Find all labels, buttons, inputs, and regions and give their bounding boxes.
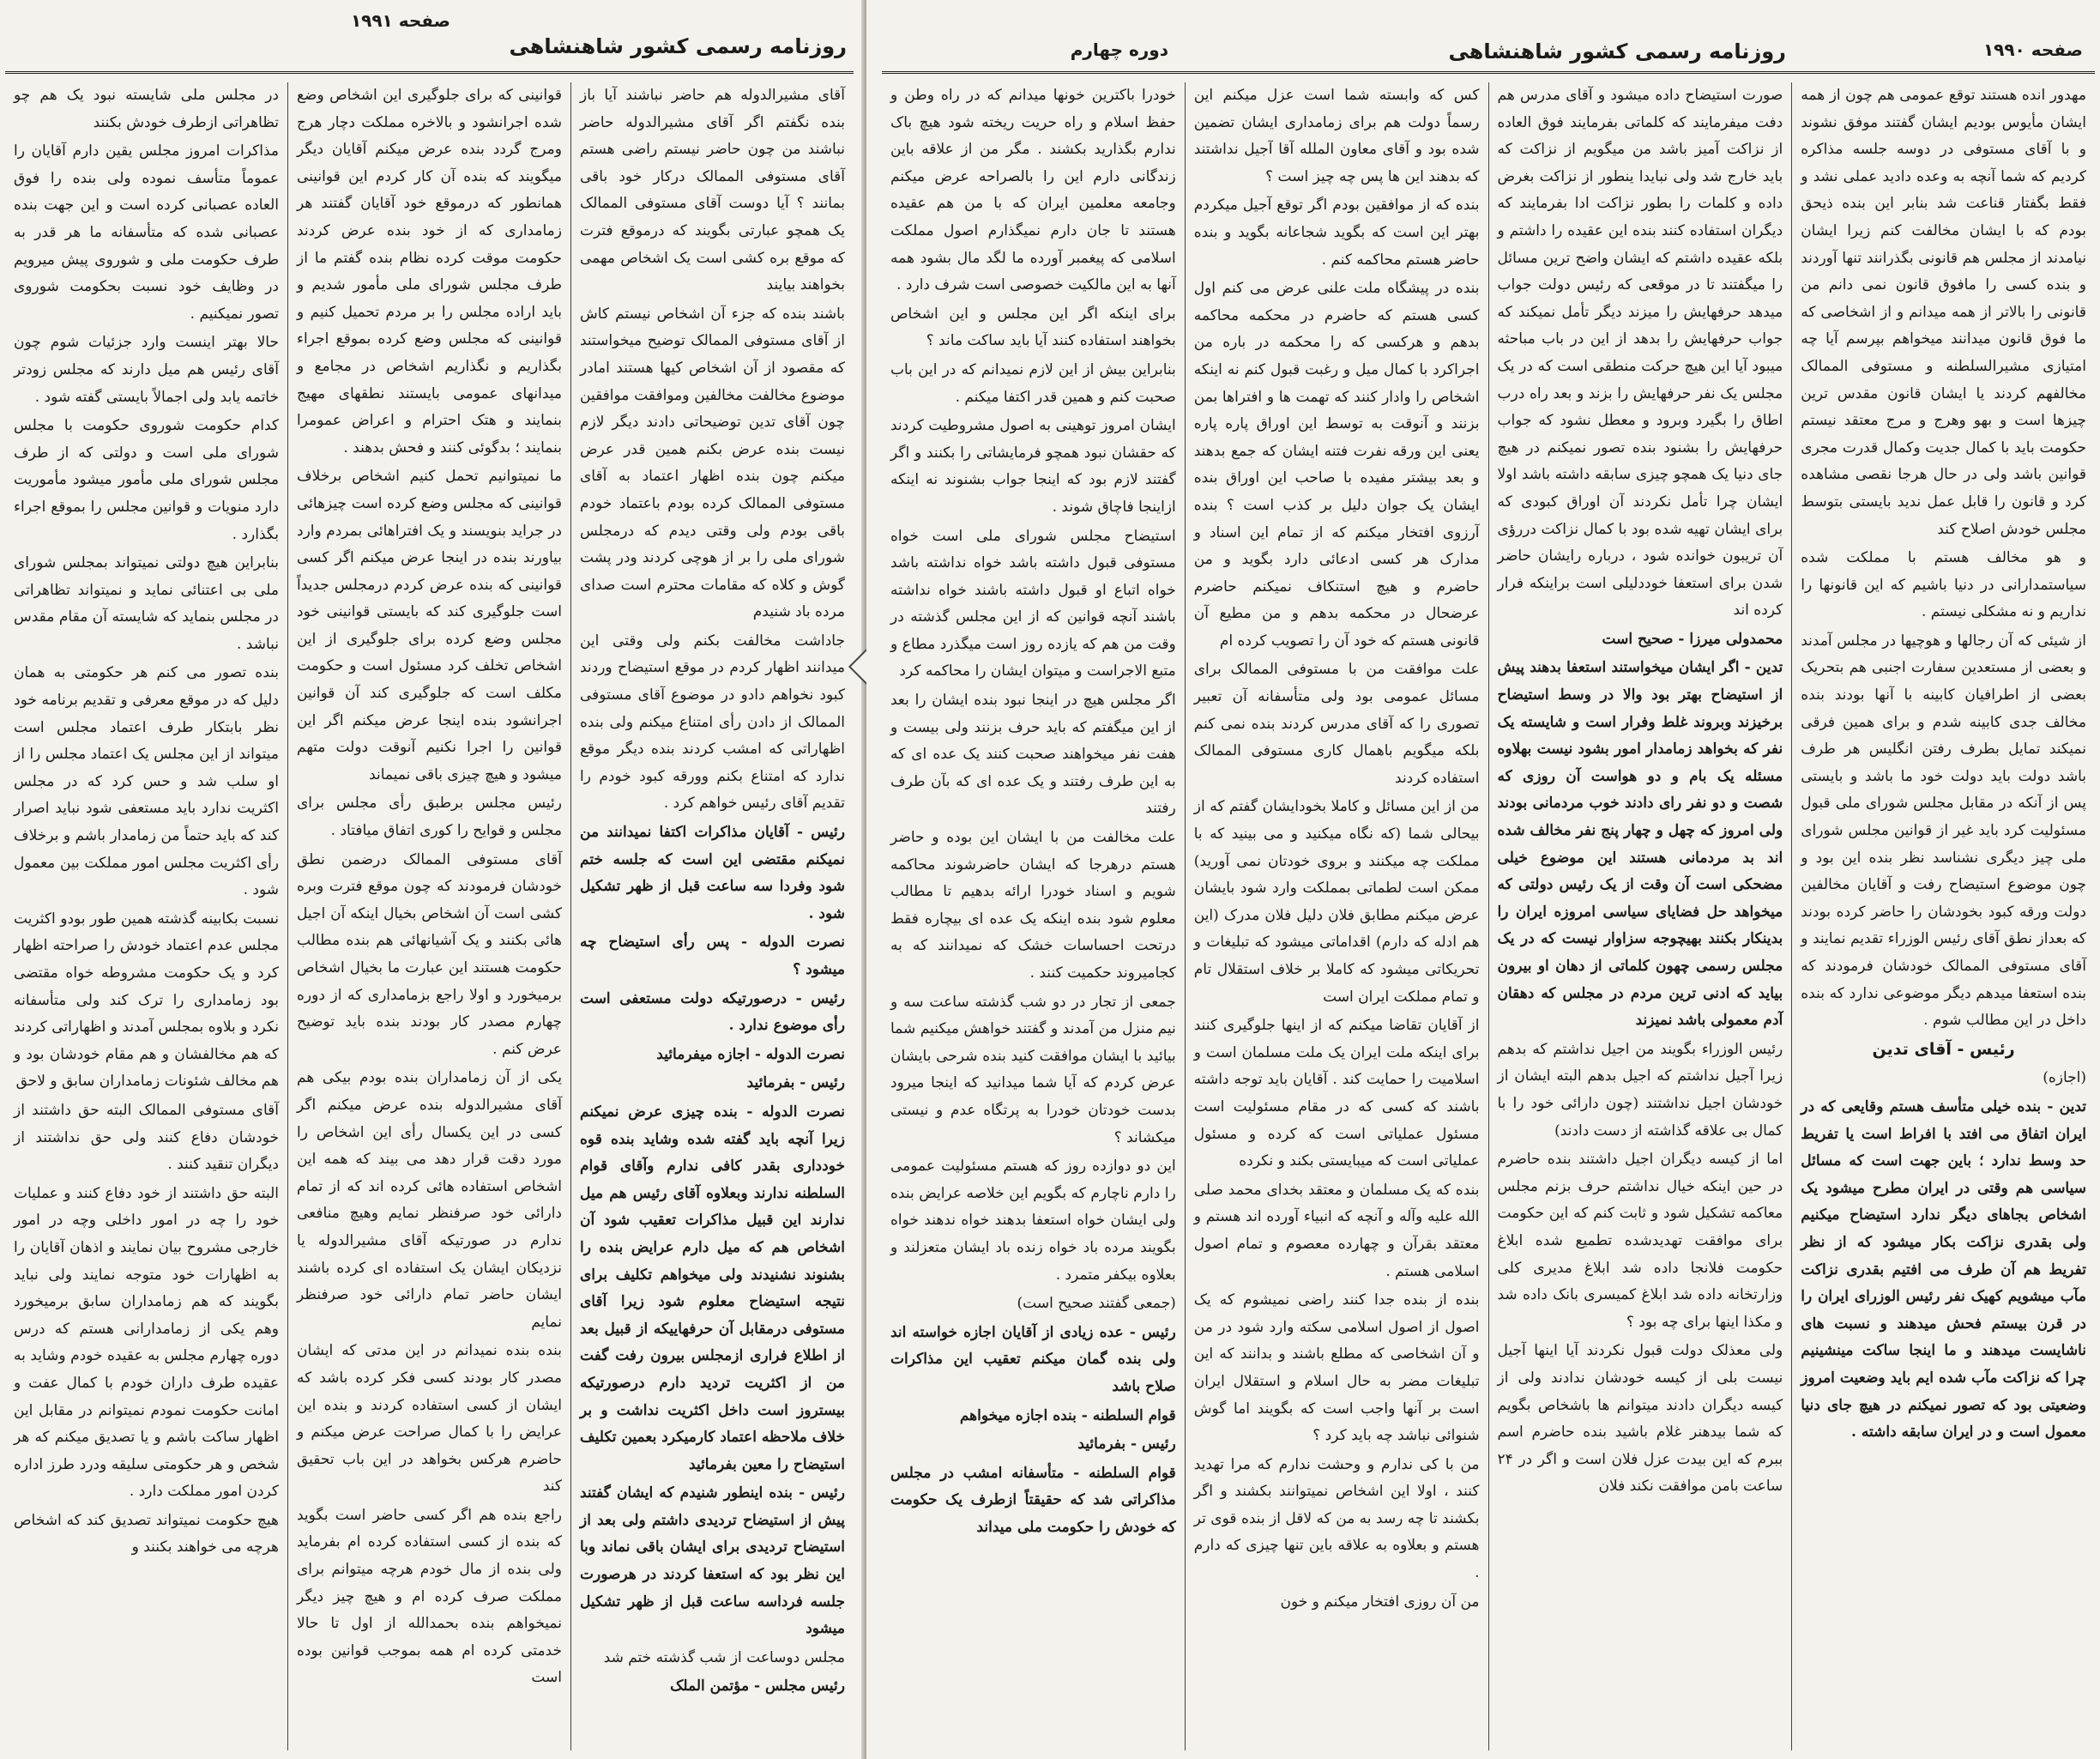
paragraph: نسبت بکابینه گذشته همین طور بودو اکثریت مجلس عدم اعتماد خودش را صراحته اظهار کرد و یک حکومت مشروطه خواه مقتضی بود زمامداری را ترک کند ولی متأسفانه نکرد و بلاوه بمجلس آمدند و اظهاراتی کردند که هم مخالفشان و هم مقام خودشان بود و هم مخالف شئونات زمامداران سابق و لاحق bbox=[14, 910, 279, 1091]
right-col-4 bbox=[882, 82, 1185, 1750]
paragraph: ما نمیتوانیم تحمل کنیم اشخاص برخلاف قوانینی که مجلس وضع کرده است چیزهائی در جراید بنویسند و یک افتراهائی بمردم وارد بیاورند بنده در اینجا عرض میکنم اگر کسی قوانینی که بنده عرض کردم درمجلس جدیداً است جلوگیری کند که بایستی قوانینی خود مجلس وضع کرده برای جلوگیری از این اشخاص تخلف کرد مسئول است و حکومت مکلف است که جلوگیری کند آن قوانین اجرانشود بنده اینجا عرض میکنم اگر این قوانین را اجرا نکنیم آنوقت دولت متهم میشود و هیچ چیزی باقی نمیماند bbox=[297, 468, 562, 783]
paragraph: حالا بهتر اینست وارد جزئیات شوم چون آقای رئیس هم میل دارند که مجلس زودتر خاتمه یابد ولی اجمالاً بایستی گفته شود . bbox=[14, 334, 279, 406]
paragraph: راجع بنده هم اگر کسی حاضر است بگوید که بنده از کسی استفاده کرده ام بفرماید ولی بنده از مال خودم هرچه میتوانم برای مملکت صرف کرده ام و هیچ چیز دیگر نمیخواهم بنده بحمدالله از اول تا حالا خدمتی کرده ام همه بموجب قوانین بوده است bbox=[297, 1506, 562, 1687]
speaker-paragraph: نصرت الدوله - پس رأی استیضاح چه میشود ؟ bbox=[580, 934, 845, 978]
paragraph: کدام حکومت شوروی حکومت با مجلس شورای ملی است و دولتی که از طرف مجلس شورای ملی مأمور میشود مأموریت دارد منویات و قوانین مجلس را بموقع اجراء بگذارد . bbox=[14, 417, 279, 543]
speaker-paragraph: محمدولی میرزا - صحیح است bbox=[1602, 630, 1783, 648]
speaker-paragraph: قوام السلطنه - بنده اجازه میخواهم bbox=[959, 1406, 1176, 1424]
paragraph: بنابراین هیچ دولتی نمیتواند بمجلس شورای ملی بی اعتنائی نماید و نمیتواند تظاهراتی در مجلس بنماید که شایسته آن مقام مقدس نباشد . bbox=[14, 554, 279, 653]
speaker-paragraph: رئیس مجلس - مؤتمن الملک bbox=[670, 1677, 845, 1696]
speaker-paragraph: رئیس - بفرمائید bbox=[1077, 1436, 1176, 1454]
paragraph: جمعی از تجار در دو شب گذشته ساعت سه و نیم منزل من آمدند و گفتند خواهش میکنیم شما بیائید با ایشان موافقت کنید بنده شرحی بایشان عرض کردم که آیا شما میدانید که اینجا میرود بدست خودتان خودرا به پرتگاه عدم و نیستی میکشاند ؟ bbox=[890, 993, 1176, 1146]
speaker-paragraph: رئیس - آقایان مذاکرات اکتفا نمیدانند من نمیکنم مقتضی این است که جلسه ختم شود وفردا سه ساعت قبل از ظهر تشکیل شود . bbox=[580, 824, 845, 922]
right-col-2 bbox=[1488, 82, 1792, 1750]
right-page-header bbox=[882, 5, 2095, 74]
paragraph: بنده از بنده جدا کنند راضی نمیشوم که یک اصول از اصول اسلامی سکته وارد شود در من و آن اشخاصی که مطلع باشند و بدانند که این تبلیغات مضر به حال اسلام و استقلال ایران است بر آنها واجب است که بگویند اما گوش شنوائی نباشد چه باید کرد ؟ bbox=[1193, 1291, 1480, 1445]
section-heading: رئیس - آقای تدین bbox=[1872, 1039, 2015, 1059]
paragraph: ولی معذلک دولت قبول نکردند آیا اینها آجیل نیست بلی از کیسه خودشان ندادند ولی از کیسه دیگران دادند میتوانم ها باشخاص بگویم که شما بیدهنر غلام باشید بنده حاضرم اسم ببرم که این بیدت عزل فلان است و اگر در ۲۴ ساعت بامن موافقت نکند فلان bbox=[1497, 1342, 1783, 1496]
paragraph: قوانینی که برای جلوگیری این اشخاص وضع شده اجرانشود و بالاخره مملکت دچار هرج ومرج گردد بنده عرض میکنم آقایان دیگر میگویند که بنده آن کار کردم این قوانینی همانطور که درموقع خود آقایان گفتند هر زمامداری که از خود بنده عرض کردند حکومت موقت کرده نظام بنده گفتم ما از طرف مجلس شورای ملی مأمور شدیم و باید اراده مجلس را بر مردم تحمیل کنیم و قوانینی که مجلس وضع کرده بموقع اجراء بگذاریم و نگذاریم اشخاص در مجامع و میدانهای عمومی بایستند نطقهای مهیج بنمایند و هتک احترام و اعراض عمومرا بنمایند ؛ بدگوئی کنند و فحش بدهند . bbox=[297, 87, 562, 456]
paragraph: مهدور انده هستند توقع عمومی هم چون از همه ایشان مأیوس بودیم ایشان گفتند موفق نشوند و با آقای مستوفی در دوسه جلسه مذاکره کردیم که شما آنچه به وعده دادید عملی نشد و فقط بگفتار قناعت شد بنابر این بنده ذیحق بودم که با ایشان مخالفت کنم زیرا ایشان نیامدند از مجلس هم قانونی بگذرانند تنها آوردند و بنده کسی را مافوق قانون نمی دانم من قانونی را بالاتر از همه میدانم و از اشخاصی که ما فوق قانون میدانند میخواهم بپرسم آیا چه امتیازی مشیرالسلطنه و مستوفی الممالک مخالفهم کردند یا ایشان قانون مقدس ترین چیزها است و بهو وهرج و مرج معتقد نیستم حکومت باید با کمال جدیت وکمال قدرت مجری قوانین باشد ولی در حال هرجا نقصی مشاهده کرد و قانون را قابل عمل ندید بایستی بتوسط مجلس خودش اصلاح کند bbox=[1801, 87, 2086, 538]
paragraph: رئیس مجلس برطبق رأی مجلس برای مجلس و قوایح را کوری اتفاق میافتاد . bbox=[297, 795, 562, 840]
paragraph: البته حق داشتند از خود دفاع کنند و عملیات خود را چه در امور داخلی وچه در امور خارجی مشروح بیان نمایند و اذهان آقایان را به اظهارات خود متوجه نمایند ولی نباید بگویند که هم زمامداران سابق برمیخورد وهم یکی از زمامدارانی هستم که درس دوره چهارم مجلس به عقیده خودم وشاید به عقیده طرف داران خودم با کمال عفت و امانت حکومت نمودم نمیتوانم در مقابل این اظهار ساکت باشم و یا تصدیق میکنم که هر شخص و هر حکومتی سلیقه ودرد طرز اداره کردن امور مملکت دارد . bbox=[14, 1184, 279, 1501]
paragraph: جاداشت مخالفت بکنم ولی وقتی این میدانند اظهار کردم در موقع استیضاح وردند کبود نخواهم دادو در موضوع آقای مستوفی الممالک از دادن رأی امتناع میکنم ولی بنده اظهاراتی که امشب کردند بنده دیگر موقع ندارد که امتناع بکنم وورقه کبود خودم را تقدیم آقای رئیس خواهم کرد . bbox=[580, 632, 845, 813]
paragraph: رئیس الوزراء بگویند من اجیل نداشتم که بدهم زیرا آجیل نداشتم که اجیل بدهم البته ایشان از خودشان اجیل نداشتند (چون دارائی خود را با کمال بی علاقه گذاشته از دست دادند) bbox=[1497, 1040, 1783, 1139]
right-page-columns bbox=[882, 82, 2095, 1750]
paragraph: من با کی ندارم و وحشت ندارم که مرا تهدید کنند ، اولا این اشخاص نمیتوانند بکشند و اگر بکشند تا چه رسد به من که لاقل از بنده قوی تر هستم و بعلاوه به علاقه باین تنها چیزی که دارم . bbox=[1193, 1455, 1480, 1582]
right-page bbox=[866, 0, 2100, 1759]
paragraph: اگر مجلس هیچ در اینجا نبود بنده ایشان را بعد از این میگفتم که باید حرف بزنند ولی بیست و هفت نفر میخواهند صحبت کنند یک عده ای که به این طرف رفتند و یک عده ای که بآن طرف رفتند bbox=[890, 692, 1176, 818]
paragraph: هیچ حکومت نمیتواند تصدیق کند که اشخاص هرچه می خواهند بکنند و bbox=[14, 1511, 279, 1557]
paragraph: از شیئی که آن رجالها و هوچیها در مجلس آمدند و بعضی از مستعدین سفارت اجنبی هم بتحریک بعضی از اطرافیان کابینه با آنها بودند بنده مخالف جدی کابینه شدم و برای همین فرقی نمیکند تمایل بطرف رفتن انگلیس هر طرف باشد دولت باید دولت خود ما باشد و بایستی پس از آنکه در مقابل مجلس شورای ملی قبول مسئولیت کرد باید غیر از قوانین مجلس شورای ملی چیز دیگری نشناسد نظر بنده این بود و چون موضوع استیضاح رفت و آقایان مخالفین دولت ورقه کبود بخودشان را حاضر کرده بودند که بعداز نطق آقای رئیس الوزراء تقدیم نمایند و آقای مستوفی الممالک خودشان فرمودند که بنده استعفا میدهم دیگر موضوعی ندارد که بنده داخل در این مطالب شوم . bbox=[1801, 632, 2086, 1030]
paragraph: کس که وابسته شما است عزل میکنم این رسماً دولت هم برای زمامداری ایشان تضمین شده بود و آقای معاون الملله آقا آجیل نداشتند که بدهند این ها پس چه چیز است ؟ bbox=[1193, 87, 1480, 185]
paragraph: بنابراین بیش از این لازم نمیدانم که در این باب صحبت کنم و همین قدر اکتفا میکنم . bbox=[890, 360, 1176, 406]
paragraph: اما از کیسه دیگران اجیل داشتند بنده حاضرم در حین اینکه خیال نداشتم حرف بزنم مجلس معاکمه تشکیل شود و ثابت کنم که این حکومت برای موافقت تهدیدشده تطمیع شده ابلاغ حکومت فلانجا داده شد ابلاغ مدیری کلی وزارتخانه داده شد ابلاغ کمیسری بانک داده شد و مکذا اینها برای چه بود ؟ bbox=[1497, 1151, 1783, 1331]
left-page-number: صفحه ۱۹۹۱ bbox=[350, 10, 450, 31]
right-col-3 bbox=[1185, 82, 1488, 1750]
paragraph: این دو دوازده روز که هستم مسئولیت عمومی را دارم ناچارم که بگویم این خلاصه عرایض بنده ولی ایشان خواه استعفا بدهند خواه ندهند خواه بگویند مرده باد خواه زنده باد ایشان متعزلند و بعلاوه بیکفر متمرد . bbox=[890, 1158, 1176, 1284]
speaker-paragraph: نصرت الدوله - اجازه میفرمائید bbox=[656, 1045, 845, 1063]
paragraph: صورت استیضاح داده میشود و آقای مدرس هم دفت میفرمایند که کلماتی بفرمایند فوق العاده از نزاکت آمیز باشد من میگویم از نزاکت که باید خارج شد ولی نبایدا ینطور از نزاکت بغرض داده و کلمات را بطور نزاکت ادا بفرمایند که دیگران استفاده کنند بنده این عقیده را داشتم و بلکه عقیده داشتم که ایشان واضح ترین مسائل را میگفتند تا در موقعی که رئیس دولت جواب میدهد حرفهایش را میزند دیگر تأمل نمیکند که جواب حرفهایش را بدهد از این در باب مباحثه میبود آیا این هیچ حرکت منطقی است که در یک مجلس یک نفر حرفهایش را بزند و بعد راه درب اطاق را بگیرد وبرود و معطل نشود که جواب حرفهایش را بشنود بنده تصور نمیکنم در هیچ جای دنیا یک همچو چیزی سابقه داشته باشد اولا ایشان چرا تأمل نکردند آن اوراق کبودی که برای ایشان تهیه شده بود با کمال نزاکت دررؤی آن تریبون خوانده شود ، درباره رایشان حاضر شدن برای استعفا خوددلیلی است براینکه فرار کرده اند bbox=[1497, 87, 1783, 620]
paragraph: آقای مستوفی الممالک البته حق داشتند از خودشان دفاع کنند ولی حق نداشتند از دیگران تنقید کنند . bbox=[14, 1101, 279, 1174]
speaker-paragraph: رئیس - عده زیادی از آقایان اجازه خواسته اند ولی بنده گمان میکنم تعقیب این مذاکرات صلاح باشد bbox=[890, 1323, 1176, 1395]
paragraph: بنده که یک مسلمان و معتقد بخدای محمد صلی الله علیه وآله و آنچه که انبیاء آورده اند هستم و معتقد بقرآن و چهارده معصوم و تمام اصول اسلامی هستم . bbox=[1193, 1181, 1480, 1280]
paragraph: استیضاح مجلس شورای ملی است خواه مستوفی قبول داشته باشد خواه نداشته باشد خواه اتباع او قبول داشته باشند خواه نداشته باشند آنچه قوانین که از این مجلس گذشته در وقت من هم که یازده روز است میگذرد مطاع و متبع الاجراست و میتوان ایشان را محاکمه کرد bbox=[890, 527, 1176, 680]
speaker-paragraph: رئیس - بنده اینطور شنیدم که ایشان گفتند پیش از استیضاح تردیدی داشتم ولی بعد از استیضاح تردیدی برای ایشان باقی نماند وبا این نظر بود که استعفا کردند در هرصورت جلسه فرداسه ساعت قبل از ظهر تشکیل میشود bbox=[580, 1484, 845, 1638]
paragraph: (جمعی گفتند صحیح است) bbox=[1017, 1295, 1176, 1313]
speaker-paragraph: قوام السلطنه - متأسفانه امشب در مجلس مذاکراتی شد که حقیقتاً ازطرف یک حکومت که خودش را حکومت ملی میداند bbox=[890, 1464, 1176, 1536]
speaker-paragraph: رئیس - بفرمائید bbox=[746, 1074, 845, 1092]
left-col-1 bbox=[570, 82, 854, 1750]
paragraph: علت موافقت من با مستوفی الممالک برای مسائل عمومی بود ولی متأسفانه آن تعبیر تصوری را که آقای مدرس کردند بنده نمی کنم بلکه میگویم باهمال کاری مستوفی الممالک استفاده کردند bbox=[1193, 661, 1480, 787]
paragraph: یکی از آن زمامداران بنده بودم بیکی هم آقای مشیرالدوله بنده عرض میکنم اگر کسی در این یکسال رأی این اشخاص را مورد دقت قرار دهد می بیند که همه این اشخاص استفاده هائی کرده اند که از تمام دارائی خود صرفنظر نمایم وهیچ منافعی ندارم در صورتیکه آقای مشیرالدوله یا نزدیکان ایشان یک استفاده ای کرده باشند ایشان حاضر تمام دارائی خود صرفنظر نمایم bbox=[297, 1069, 562, 1331]
paragraph: ایشان امروز توهینی به اصول مشروطیت کردند که حقشان نبود همچو فرمایشاتی را بکنند و اگر گفتند لازم بود که اینجا جواب بشنوند نه اینکه ازاینجا فاچاق شوند . bbox=[890, 417, 1176, 516]
right-page-title: روزنامه رسمی کشور شاهنشاهی bbox=[1448, 39, 1786, 63]
speaker-paragraph: رئیس - درصورتیکه دولت مستعفی است رأی موضوع ندارد . bbox=[580, 989, 845, 1035]
left-col-2 bbox=[287, 82, 570, 1750]
paragraph: و هو مخالف هستم با مملکت شده سیاستمدارانی در دنیا باشیم که این قانونها را نداریم و نه مشکلی نیستم . bbox=[1801, 549, 2086, 621]
paragraph: بنده که از موافقین بودم اگر توقع آجیل میکردم بهتر این است که بگوید شجاعانه بگوید و بنده حاضر هستم محاکمه کنم . bbox=[1193, 196, 1480, 269]
paragraph: بنده تصور می کنم هر حکومتی به همان دلیل که در موقع معرفی و تقدیم برنامه خود نظر بابتکار طرف اعتماد مجلس است میتواند از این مجلس یک اعتماد مجلس را از او سلب شد و حس کرد که در مجلس اکثریت ندارد باید مستعفی شود نباید اصرار کند که باید حتماً من زمامدار باشم و برخلاف رأی اکثریت مجلس امور مملکت بین معمول شود . bbox=[14, 664, 279, 899]
paragraph: علت مخالفت من با ایشان این بوده و حاضر هستم درهرجا که ایشان حاضرشوند محاکمه شویم و اسناد خودرا ارائه بدهیم تا مطالب معلوم شود بنده اینکه یک عده ای بیچاره فقط درتحت احساسات خشک که نمیدانند که به کجامیروند حکمیت کنند . bbox=[890, 829, 1176, 982]
paragraph: برای اینکه اگر این مجلس و این اشخاص بخواهند استفاده کنند آیا باید ساکت ماند ؟ bbox=[890, 305, 1176, 350]
paragraph: من از این مسائل و کاملا بخودایشان گفتم که از بیحالی شما (که نگاه میکنید و می بینید که با مملکت چه میکنند و بروی خودتان نمی آورید) ممکن است لطماتی بمملکت وارد شود بایشان عرض میکنم مطابق فلان دلیل فلان مدرک (این هم ادله که دارم) اقداماتی میشود که تبلیغات و تحریکاتی میشود که کاملا بر خلاف استقلال تام و تمام مملکت ایران است bbox=[1193, 798, 1480, 1006]
speaker-paragraph: نصرت الدوله - بنده چیزی عرض نمیکنم زیرا آنچه باید گفته شده وشاید بنده قوه خودداری بقدر کافی ندارم وآقای قوام السلطنه ندارند وبعلاوه آقای رئیس هم میل ندارند این قبیل مذاکرات تعقیب شود آن اشخاص هم که میل دارم عرایض بنده را بشنوند نشنیدند ولی میخواهم تکلیف برای نتیجه استیضاح معلوم شود زیرا آقای مستوفی درمقابل آن حرفهاییکه از قبیل بعد از اطلاع فراری ازمجلس بیرون رفت گفت من از اکثریت تردید دارم درصورتیکه بیستروز است داخل اکثریت نداشت و بر خلاف ملاحظه اعتماد کارمیکرد بعمین تکلیف استیضاح را معین بفرمائید bbox=[580, 1103, 845, 1473]
left-page-columns bbox=[5, 82, 854, 1750]
paragraph: باشند بنده که جزء آن اشخاص نیستم کاش از آقای مستوفی الممالک توضیح میخواستند که مقصود از آن اشخاص کیها هستند امادر موضوع مخالفت مخالفین وموافقت موافقین چون آقای تدین توضیحاتی دادند دیگر لازم نیست بنده عرض بکنم همین قدر عرض میکنم چون بنده اظهار اعتماد به آقای مستوفی الممالک کرده بودم باعتماد خودم باقی بودم ولی وقتی دیدم که درمجلس شورای ملی را بر از هوچی کردند ودر پشت گوش و کلاه که مقامات محترم است صدای مرده باد شنیدم bbox=[580, 305, 845, 621]
paragraph: آقای مشیرالدوله هم حاضر نباشند آیا باز بنده نگفتم اگر آقای مشیرالدوله حاضر نباشند من چون حاضر نیستم راضی هستم آقای مستوفی الممالک درکار خود باقی بمانند ؟ آیا دوست آقای مستوفی الممالک یک همچو عبارتی بگویند که درموقع فترت که موقع بره کشی است یک اشخاص مهمی بخواهند بیایند bbox=[580, 87, 845, 294]
paragraph: خودرا باکترین خونها میدانم که در راه وطن و حفظ اسلام و راه حریت ریخته شود هیچ باک ندارم بگذارید بکشند . مگر من از علاقه باین زندگانی دارم این را بالصراحه عرض میکنم وجامعه معلمین ایران که با من هم عقیده هستند تا جان دارم نمیگذارم اصول مملکت اسلامی که پیغمبر آورده ما لگد مال بشود همه آنها به این مالکیت خصوصی است شرف دارد . bbox=[890, 87, 1176, 294]
left-page-header bbox=[5, 5, 854, 74]
paragraph: من آن روزی افتخار میکنم و خون bbox=[1280, 1593, 1480, 1611]
paragraph: مذاکرات امروز مجلس یقین دارم آقایان را عموماً متأسف نموده ولی بنده را فوق العاده عصبانی کرده است و این جهت بنده عصبانی شده که متأسفانه ما هر قدر به طرف حکومت ملی و شوروی پیش میرویم در وظایف خود نسبت بحکومت شوروی تصور نمیکنیم . bbox=[14, 142, 279, 323]
speaker-paragraph: تدین - بنده خیلی متأسف هستم وقایعی که در ایران اتفاق می افتد با افراط است یا تفریط حد وسط ندارد ؛ باین جهت است که مسائل سیاسی هم وقتی در ایران مطرح میشود یک اشخاص بجاهای دیگر ندارد استیضاح میکنیم ولی بقدری نزاکت بکار میشود که از نظر تفریط هم آن طرف می افتیم بقدری نزاکت مآب میشویم کهیک نفر رئیس الوزرای ایران را در قرن بیستم فحش میدهند و نسبت های ناشایست میدهند و ما اینجا ساکت مینشینیم چرا که نزاکت مآب شده ایم باید وضعیت امروز وضعیتی بود که تصور نمیکنم در هیچ جای دنیا معمول است و در ایران سابقه داشته . bbox=[1801, 1097, 2086, 1442]
right-page-number: صفحه ۱۹۹۰ bbox=[1982, 39, 2083, 60]
right-col-1 bbox=[1791, 82, 2095, 1750]
left-col-3 bbox=[5, 82, 287, 1750]
paragraph: از آقایان تقاضا میکنم که از اینها جلوگیری کنند برای اینکه ملت ایران یک ملت مسلمان است و اسلامیت را حمایت کند . آقایان باید توجه داشته باشند که کسی که در مقام مسئولیت است مسئول عملیاتی است که کرده و مسئول عملیاتی است که میبایستی بکند و نکرده bbox=[1193, 1017, 1480, 1170]
paragraph: آقای مستوفی الممالک درضمن نطق خودشان فرمودند که چون موقع فترت وبره کشی است آن اشخاص بخیال اینکه آن اجیل هائی بکنند و یک آشیانهائی هم بنده مطالب حکومت هستند این عبارت ما بخیال اشخاص برمیخورد و اولا راجع بزمامداری که از دوره چهارم مصدر کار بودند بنده باید توضیح عرض کنم . bbox=[297, 850, 562, 1058]
left-page-title: روزنامه رسمی کشور شاهنشاهی bbox=[509, 34, 847, 58]
left-page bbox=[0, 0, 866, 1759]
paragraph: مجلس دوساعت از شب گذشته ختم شد bbox=[603, 1648, 845, 1666]
right-page-volume: دوره چهارم bbox=[1070, 39, 1168, 60]
paragraph: بنده بنده نمیدانم در این مدتی که ایشان مصدر کار بودند کسی فکر کرده باشد که ایشان از کسی استفاده کردند و بنده این عرایض را با کمال صراحت عرض میکنم و حاضرم هرکس بخواهد در این باب تحقیق کند bbox=[297, 1342, 562, 1496]
paragraph: (اجازه) bbox=[2043, 1069, 2086, 1087]
paragraph: بنده در پیشگاه ملت علنی عرض می کنم اول کسی هستم که حاضرم در محکمه محاکمه بدهم و هرکسی که را محکمه در باره من اجراکرد با کمال میل و رغبت قبول کنم نه اینکه اشخاص را وادار کنند که تهمت ها و افتراها بمن بزنند و آنوقت به توسط این اوراق پاره پاره یعنی این ورقه نفرت فتنه ایشان که جمع بدهند و بعد بیشتر مفیده با صاحب این اوراق بنده ایشان یک جوان دلیل بر کذب است ؟ بنده آرزوی افتخار میکنم که از تمام این اسناد و مدارک هر کسی ادعائی دارد بگوید و من حاضرم و هیچ استنکاف نمیکنم حاضرم عرضحال در محکمه بدهم و من مطیع آن قانونی هستم که خود آن را تصویب کرده ام bbox=[1193, 280, 1480, 650]
speaker-paragraph: تدین - اگر ایشان میخواستند استعفا بدهند پیش از استیضاح بهتر بود والا در وسط استیضاح برخیزند وبروند غلط وفرار است و شایسته یک نفر که بخواهد زمامدار امور بشود نیست بهلاوه مسئله یک بام و دو هواست آن روزی که شصت و دو نفر رای دادند خوب مردمانی بودند ولی امروز که چهل و چهار پنج نفر مخالف شده اند بد مردمانی هستند این موضوع خیلی مضحکی است آن وقت از یک رئیس دولتی که میخواهد حل فضایای سیاسی امروزه ایران را بدینکار بکنند بهیچوجه سزاوار نیست که در یک مجلس رسمی چهون کلماتی از دهان او بیرون بیاید که ادنی ترین مردم در مجلس که دهقان آدم معمولی باشد نمیزند bbox=[1497, 659, 1783, 1030]
paragraph: در مجلس ملی شایسته نبود یک هم چو تظاهراتی ازطرف خودش بکنند bbox=[14, 87, 279, 131]
